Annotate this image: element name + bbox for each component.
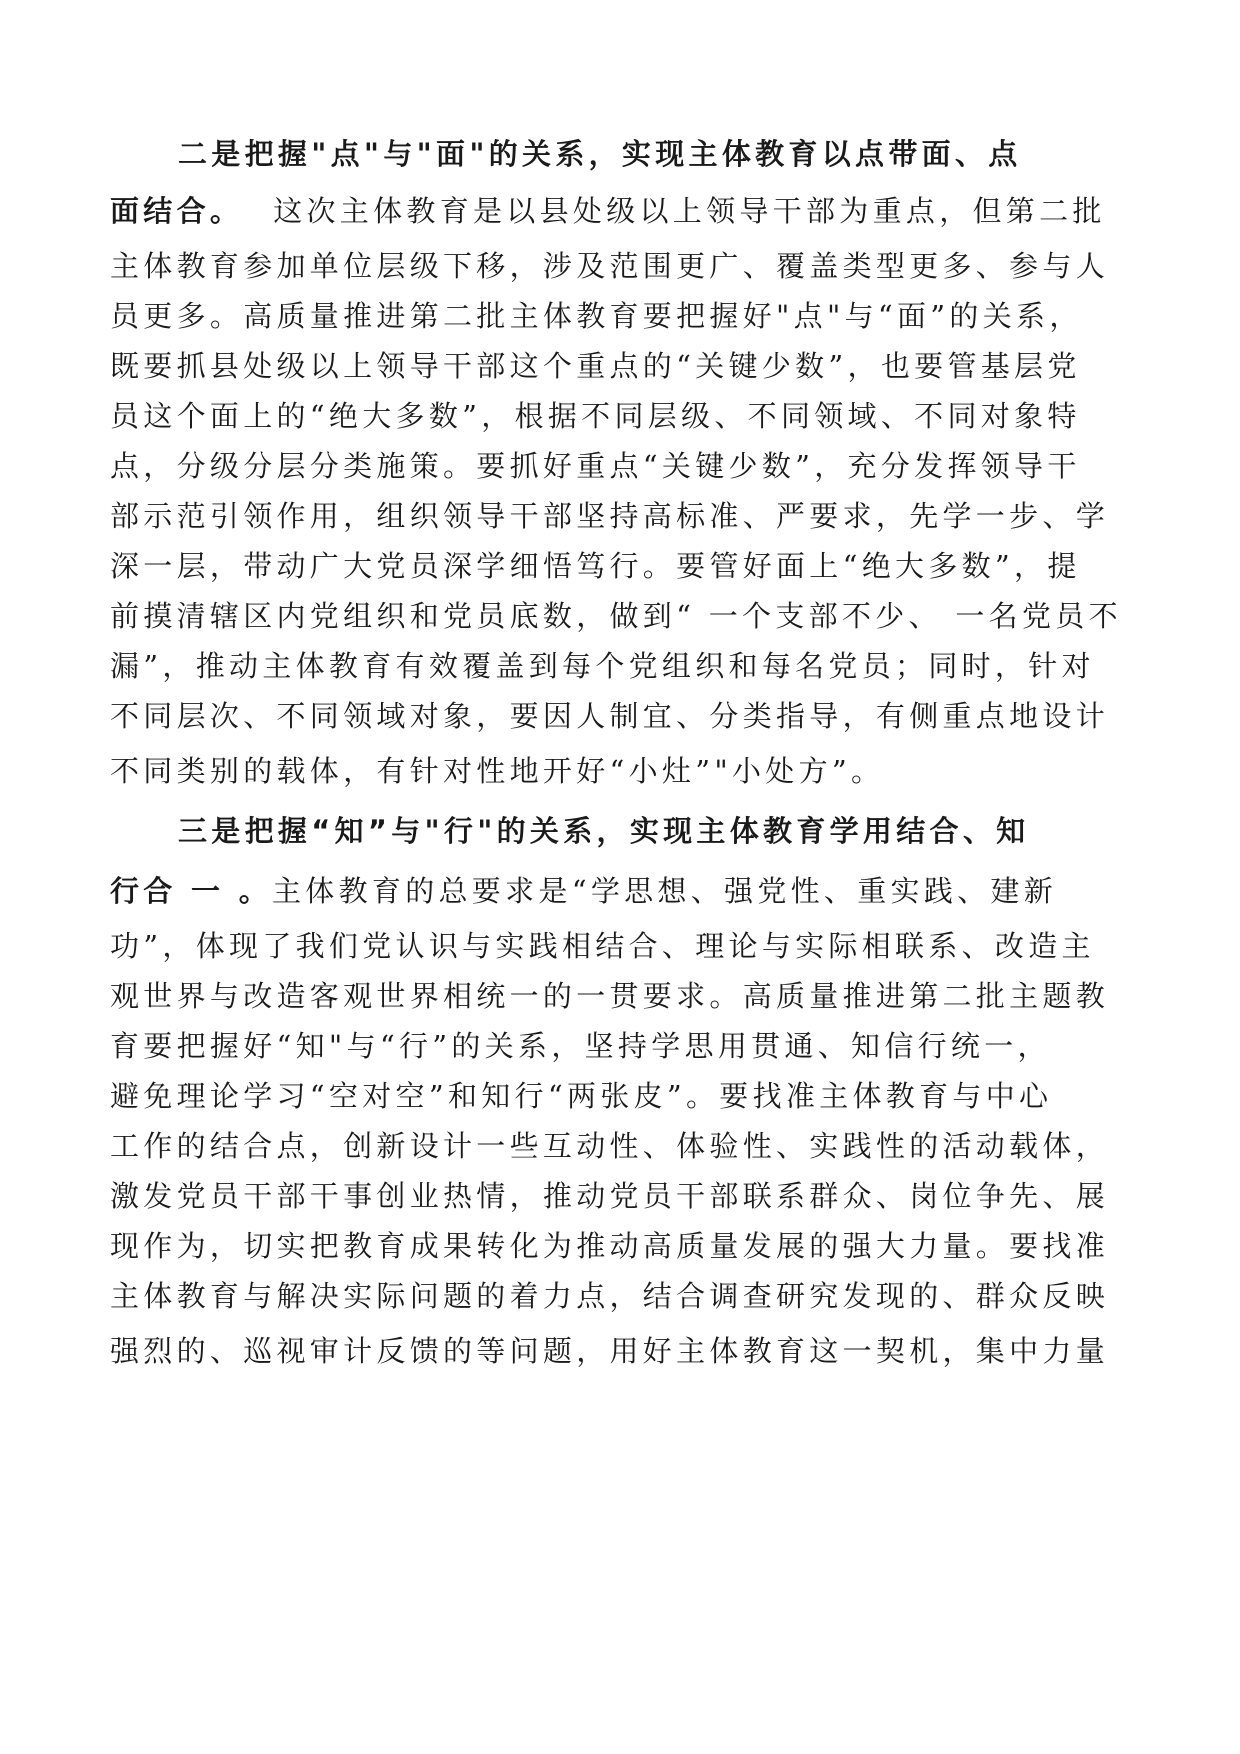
- section2-body-line: 既要抓县处级以上领导干部这个重点的“关键少数”，也要管基层党: [110, 349, 1081, 383]
- section3-body-line: 强烈的、巡视审计反馈的等问题，用好主体教育这一契机，集中力量: [110, 1334, 1110, 1368]
- section2-body-line: 主体教育参加单位层级下移，涉及范围更广、覆盖类型更多、参与人: [110, 249, 1110, 283]
- section2-body-line: 部示范引领作用，组织领导干部坚持高标准、严要求，先学一步、学: [110, 499, 1110, 533]
- section3-body-line: 观世界与改造客观世界相统一的一贯要求。高质量推进第二批主题教: [110, 979, 1110, 1013]
- section3-body-line: 主体教育与解决实际问题的着力点，结合调查研究发现的、群众反映: [110, 1279, 1110, 1313]
- section2-body-line: 员更多。高质量推进第二批主体教育要把握好"点"与“面”的关系，: [110, 299, 1083, 333]
- section2-body-line: 不同类别的载体，有针对性地开好“小灶”"小处方”。: [110, 754, 885, 788]
- section3-body-line: 激发党员干部干事创业热情，推动党员干部联系群众、岗位争先、展: [110, 1179, 1110, 1213]
- section3-heading-line1: 三是把握“知”与"行"的关系，实现主体教育学用结合、知: [178, 814, 1030, 848]
- section3-body-line: 工作的结合点，创新设计一些互动性、体验性、实践性的活动载体，: [110, 1129, 1110, 1163]
- section2-body-line: 前摸清辖区内党组织和党员底数，做到“ 一个支部不少、 一名党员不: [110, 599, 1122, 633]
- section3-heading-line2-row: [110, 874, 1110, 908]
- section2-body-line: 这次主体教育是以县处级以上领导干部为重点，但第二批: [273, 194, 1106, 228]
- section2-body-line: 深一层，带动广大党员深学细悟笃行。要管好面上“绝大多数”，提: [110, 549, 1081, 583]
- section3-heading-line2: 行合 一 。: [110, 874, 272, 908]
- section2-heading-line2: 面结合。: [110, 194, 244, 228]
- section3-body-line: 功”，体现了我们党认识与实践相结合、理论与实际相联系、改造主: [110, 929, 1095, 963]
- section2-heading-line1: 二是把握"点"与"面"的关系，实现主体教育以点带面、点: [178, 137, 1022, 171]
- section3-body-line: 育要把握好“知"与“行”的关系，坚持学思用贯通、知信行统一，: [110, 1029, 1051, 1063]
- section3-body-line: 避免理论学习“空对空”和知行“两张皮”。要找准主体教育与中心: [110, 1079, 1053, 1113]
- section2-body-line: 不同层次、不同领域对象，要因人制宜、分类指导，有侧重点地设计: [110, 699, 1110, 733]
- section2-heading-line2-row: [110, 194, 1110, 228]
- section2-body-line: 点，分级分层分类施策。要抓好重点“关键少数”，充分发挥领导干: [110, 449, 1081, 483]
- section2-body-line: 员这个面上的“绝大多数”，根据不同层级、不同领域、不同对象特: [110, 399, 1081, 433]
- section3-body-line: 现作为，切实把教育成果转化为推动高质量发展的强大力量。要找准: [110, 1229, 1110, 1263]
- section2-body-line: 漏”，推动主体教育有效覆盖到每个党组织和每名党员；同时，针对: [110, 649, 1095, 683]
- section3-body-line: 主体教育的总要求是“学思想、强党性、重实践、建新: [272, 874, 1058, 908]
